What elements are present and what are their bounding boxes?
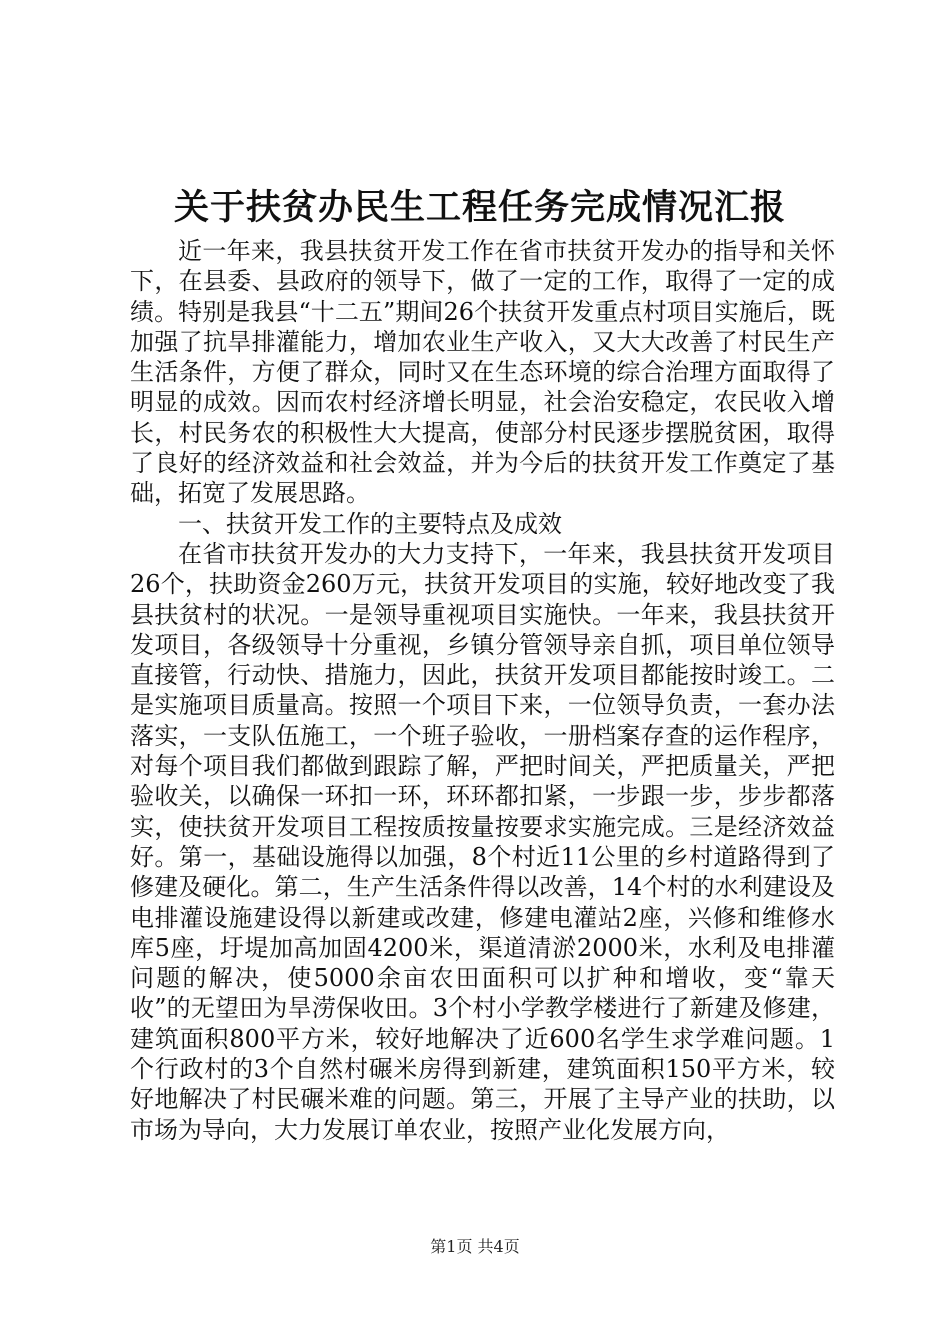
document-body bbox=[130, 236, 835, 1145]
document-title: 关于扶贫办民生工程任务完成情况汇报 bbox=[173, 188, 786, 228]
paragraph-intro: 近一年来，我县扶贫开发工作在省市扶贫开发办的指导和关怀下，在县委、县政府的领导下，做了一定的工作，取得了一定的成绩。特别是我县“十二五”期间26个扶贫开发重点村项目实施后，既加强了抗旱排灌能力，增加农业生产收入，又大大改善了村民生产生活条件，方便了群众，同时又在生态环境的综合治理方面取得了明显的成效。因而农村经济增长明显，社会治安稳定，农民收入增长，村民务农的积极性大大提高，使部分村民逐步摆脱贫困，取得了良好的经济效益和社会效益，并为今后的扶贫开发工作奠定了基础，拓宽了发展思路。 bbox=[130, 237, 835, 508]
section-heading: 一、扶贫开发工作的主要特点及成效 bbox=[178, 509, 562, 538]
paragraph-achievements: 在省市扶贫开发办的大力支持下，一年来，我县扶贫开发项目26个，扶助资金260万元，扶贫开发项目的实施，较好地改变了我县扶贫村的状况。一是领导重视项目实施快。一年来，我县扶贫开发项目，各级领导十分重视，乡镇分管领导亲自抓，项目单位领导直接管，行动快、措施力，因此，扶贫开发项目都能按时竣工。二是实施项目质量高。按照一个项目下来，一位领导负责，一套办法落实，一支队伍施工，一个班子验收，一册档案存查的运作程序，对每个项目我们都做到跟踪了解，严把时间关，严把质量关，严把验收关，以确保一环扣一环，环环都扣紧，一步跟一步，步步都落实，使扶贫开发项目工程按质按量按要求实施完成。三是经济效益好。第一，基础设施得以加强，8个村近11公里的乡村道路得到了修建及硬化。第二，生产生活条件得以改善，14个村的水利建设及电排灌设施建设得以新建或改建，修建电灌站2座，兴修和维修水库5座，圩堤加高加固4200米，渠道清淤2000米，水利及电排灌问题的解决，使5000余亩农田面积可以扩种和增收，变“靠天收”的无望田为旱涝保收田。3个村小学教学楼进行了新建及修建，建筑面积800平方米，较好地解决了近600名学生求学难问题。1个行政村的3个自然村碾米房得到新建，建筑面积150平方米，较好地解决了村民碾米难的问题。第三，开展了主导产业的扶助，以市场为导向，大力发展订单农业，按照产业化发展方向， bbox=[130, 539, 835, 1144]
page-footer: 第1页 共4页 bbox=[430, 1237, 520, 1256]
